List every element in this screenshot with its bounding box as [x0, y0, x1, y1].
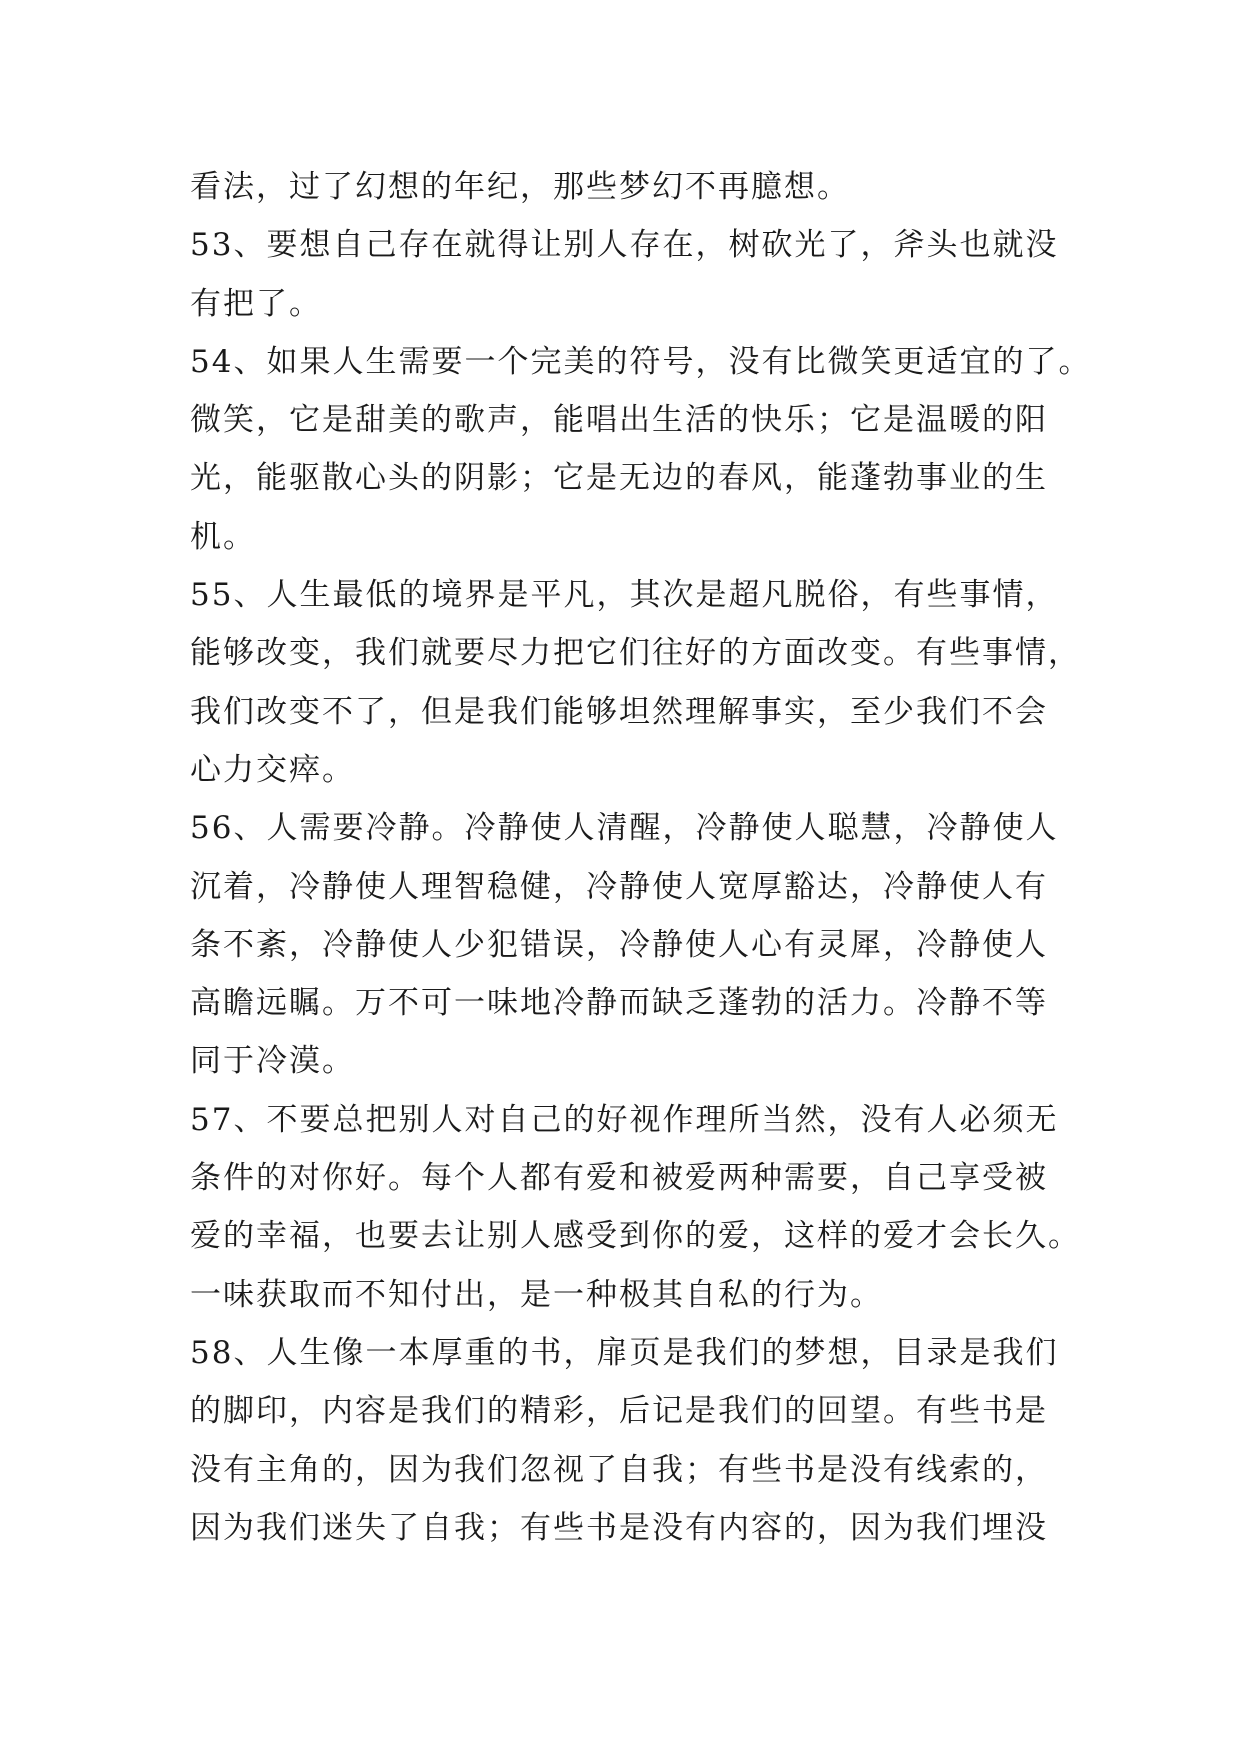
text-line: 看法，过了幻想的年纪，那些梦幻不再臆想。: [190, 169, 850, 205]
text-line: 有把了。: [190, 285, 322, 322]
text-line: 一味获取而不知付出，是一种极其自私的行为。: [190, 1276, 883, 1313]
text-line: 条不紊，冷静使人少犯错误，冷静使人心有灵犀，冷静使人: [190, 926, 1048, 963]
text-line: 爱的幸福，也要去让别人感受到你的爱，这样的爱才会长久。: [190, 1218, 1081, 1255]
text-line: 我们改变不了，但是我们能够坦然理解事实，至少我们不会: [190, 693, 1048, 730]
text-line: 54、如果人生需要一个完美的符号，没有比微笑更适宜的了。: [190, 343, 1092, 380]
text-line: 能够改变，我们就要尽力把它们往好的方面改变。有些事情，: [190, 635, 1081, 672]
body-text: [190, 158, 1092, 1557]
text-line: 没有主角的，因为我们忽视了自我；有些书是没有线索的，: [190, 1451, 1048, 1488]
text-line: 条件的对你好。每个人都有爱和被爱两种需要，自己享受被: [190, 1160, 1048, 1197]
text-line: 的脚印，内容是我们的精彩，后记是我们的回望。有些书是: [190, 1393, 1048, 1430]
text-line: 55、人生最低的境界是平凡，其次是超凡脱俗，有些事情，: [190, 577, 1059, 614]
text-line: 沉着，冷静使人理智稳健，冷静使人宽厚豁达，冷静使人有: [190, 868, 1048, 905]
text-line: 58、人生像一本厚重的书，扉页是我们的梦想，目录是我们: [190, 1334, 1059, 1371]
text-line: 高瞻远瞩。万不可一味地冷静而缺乏蓬勃的活力。冷静不等: [190, 985, 1048, 1022]
text-line: 微笑，它是甜美的歌声，能唱出生活的快乐；它是温暖的阳: [190, 402, 1048, 439]
text-line: 机。: [190, 518, 256, 555]
text-line: 56、人需要冷静。冷静使人清醒，冷静使人聪慧，冷静使人: [190, 810, 1059, 847]
text-line: 53、要想自己存在就得让别人存在，树砍光了，斧头也就没: [190, 227, 1059, 264]
text-line: 心力交瘁。: [190, 751, 355, 788]
text-line: 同于冷漠。: [190, 1043, 355, 1080]
text-line: 光，能驱散心头的阴影；它是无边的春风，能蓬勃事业的生: [190, 460, 1048, 497]
text-line: 因为我们迷失了自我；有些书是没有内容的，因为我们埋没: [190, 1509, 1048, 1546]
text-line: 57、不要总把别人对自己的好视作理所当然，没有人必须无: [190, 1101, 1059, 1138]
